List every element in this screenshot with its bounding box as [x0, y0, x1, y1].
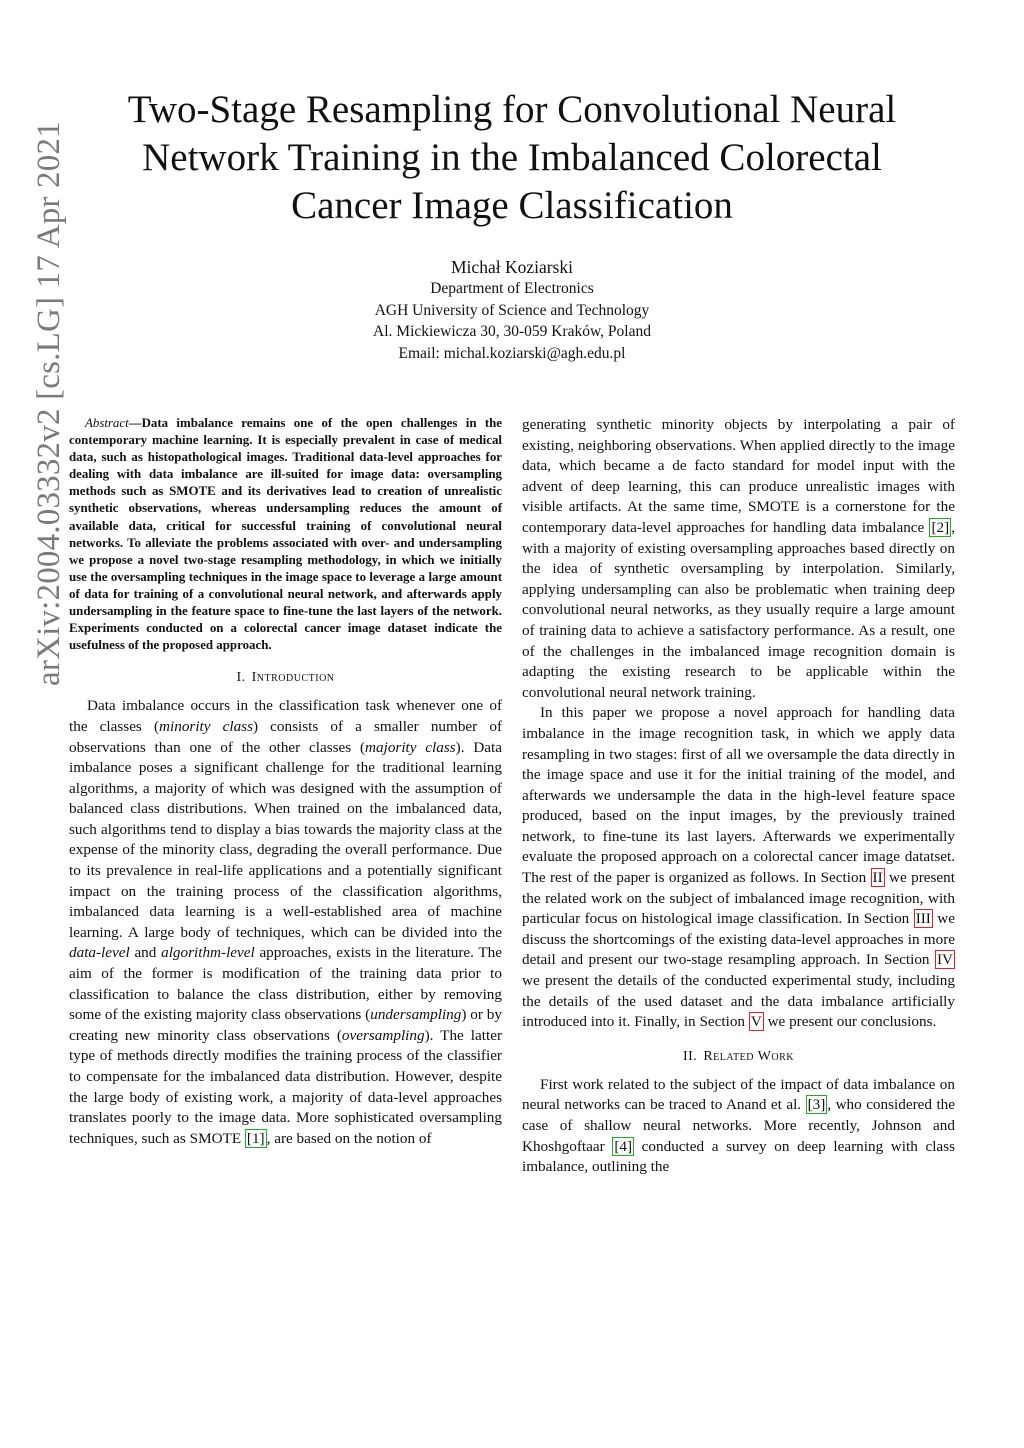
text-run: undersampling	[370, 1006, 462, 1024]
text-run: generating synthetic minority objects by interpolating a pair of existing, neighboring observations. When applied directly to the image data, which became a de facto standard for model input with the advent of deep learning, this can produce unrealistic images with visible artifacts. At the same time, SMOTE is a cornerstone for the contemporary data-level approaches for handling data imbalance	[522, 416, 955, 536]
author-name: Michał Koziarski	[451, 257, 573, 277]
section-link[interactable]: V	[750, 1013, 762, 1031]
text-run: In this paper we propose a novel approach for handling data imbalance in the image recognition task, in which we apply data resampling in two stages: first of all we oversample the data directly in the image space and use it for the initial training of the model, and afterwards we undersample the data in the high-level feature space produced, based on the input images, by the previously trained network, to fine-tune its last layers. Afterwards we experimentally evaluate the proposed approach on a colorectal cancer image datatset. The rest of the paper is organized as follows. In Section	[522, 704, 955, 887]
right-column	[522, 415, 955, 1178]
text-run: we present our conclusions.	[763, 1013, 937, 1031]
intro-paragraph-1-continued	[522, 415, 955, 703]
section-number: I.	[236, 670, 246, 686]
arxiv-stamp: arXiv:2004.03332v2 [cs.LG] 17 Apr 2021	[31, 121, 67, 686]
text-run: minority class	[159, 717, 253, 735]
citation-link[interactable]: [1]	[246, 1129, 265, 1147]
text-run: Data imbalance occurs in the classification task whenever one of the classes (	[69, 697, 502, 735]
related-work-paragraph-1	[522, 1075, 955, 1178]
author-department: Department of Electronics	[430, 280, 594, 297]
text-run: ) consists of a smaller number of observations than one of the other classes (	[69, 717, 503, 756]
citation-link[interactable]: [2]	[931, 518, 950, 536]
citation-link[interactable]: [3]	[807, 1096, 826, 1114]
text-run: and	[129, 944, 162, 962]
intro-paragraph-1	[69, 696, 502, 1149]
text-run: we present the related work on the subject of imbalanced image recognition, with particular focus on histological image classification. In Section	[522, 869, 955, 928]
title-line: Two-Stage Resampling for Convolutional Neural	[127, 88, 897, 131]
text-run: algorithm-level	[161, 944, 255, 962]
text-run: majority class	[365, 738, 456, 756]
text-run: , who considered the case of shallow neural networks. More recently, Johnson and Khoshgoftaar	[522, 1096, 956, 1155]
section-title: Introduction	[251, 670, 335, 686]
intro-paragraph-2	[522, 703, 955, 1033]
text-run: , with a majority of existing oversampling approaches based directly on the idea of synthetic oversampling by interpolation. Similarly, applying undersampling can also be problematic when training deep convolutional neural networks, as they usually require a large amount of training data to achieve a satisfactory performance. As a result, one of the challenges in the imbalanced image recognition domain is adapting the existing research to be applicable within the convolutional neural network training.	[522, 518, 955, 701]
author-address: Al. Mickiewicza 30, 30-059 Kraków, Poland	[373, 323, 651, 340]
text-run: , are based on the notion of	[266, 1129, 432, 1147]
text-run: ). The latter type of methods directly modifies the training process of the classifier to compensate for the imbalanced data distribution. However, despite the large body of existing work, a majority of data-level approaches translates poorly to the image data. More sophisticated oversampling techniques, such as SMOTE	[69, 1026, 502, 1147]
section-heading-related-work	[522, 1049, 955, 1065]
left-column	[69, 415, 502, 1149]
text-run: data-level	[69, 944, 130, 962]
citation-link[interactable]: [4]	[614, 1137, 633, 1155]
text-run: approaches, exists in the literature. The aim of the former is modification of the training data prior to classification to balance the class distribution, either by removing some of the existing majority class observations (	[69, 944, 502, 1024]
author-email: Email: michal.koziarski@agh.edu.pl	[398, 344, 626, 362]
title-line: Network Training in the Imbalanced Colorectal	[142, 136, 882, 179]
paper-title	[70, 86, 954, 230]
section-link[interactable]: IV	[936, 951, 953, 969]
text-run: conducted a survey on deep learning with class imbalance, outlining the	[522, 1137, 955, 1176]
section-link[interactable]: III	[915, 910, 931, 928]
text-run: we present the details of the conducted experimental study, including the details of the used dataset and the data imbalance artificially introduced into it. Finally, in Section	[522, 972, 955, 1031]
abstract-text: —Data imbalance remains one of the open challenges in the contemporary machine learning. It is especially prevalent in case of medical data, such as histopathological images. Traditional data-level approaches for dealing with data imbalance are ill-suited for image data: oversampling methods such as SMOTE and its derivatives lead to creation of unrealistic synthetic observations, whereas undersampling reduces the amount of available data, critical for successful training of convolutional neural networks. To alleviate the problems associated with over- and undersampling we propose a novel two-stage resampling methodology, in which we initially use the oversampling techniques in the image space to leverage a large amount of data for training of a convolutional neural network, and afterwards apply undersampling in the feature space to fine-tune the last layers of the network. Experiments conducted on a colorectal cancer image dataset indicate the usefulness of the proposed approach.	[69, 416, 502, 653]
section-number: II.	[682, 1048, 698, 1064]
title-line: Cancer Image Classification	[291, 184, 733, 227]
section-link[interactable]: II	[872, 869, 883, 887]
text-run: ). Data imbalance poses a significant challenge for the traditional learning algorithms, a majority of which was designed with the assumption of balanced class distributions. When trained on the imbalanced data, such algorithms tend to display a bias towards the majority class at the expense of the minority class, degrading the overall performance. Due to its prevalence in real-life applications and a potentially significant impact on the training process of the classification algorithms, imbalanced data learning is a well-established area of machine learning. A large body of techniques, which can be divided into the	[69, 738, 502, 941]
text-run: First work related to the subject of the impact of data imbalance on neural networks can be traced to Anand et al.	[522, 1075, 955, 1114]
text-run: we discuss the shortcomings of the existing data-level approaches in more detail and present our two-stage resampling approach. In Section	[522, 910, 955, 969]
author-university: AGH University of Science and Technology	[374, 301, 650, 319]
section-title: Related Work	[703, 1048, 794, 1064]
text-run: oversampling	[341, 1026, 425, 1044]
author-block	[200, 256, 824, 364]
abstract-label: Abstract	[85, 416, 129, 430]
section-heading-introduction	[69, 670, 502, 686]
text-run: ) or by creating new minority class observations (	[69, 1006, 502, 1044]
abstract	[69, 415, 502, 654]
